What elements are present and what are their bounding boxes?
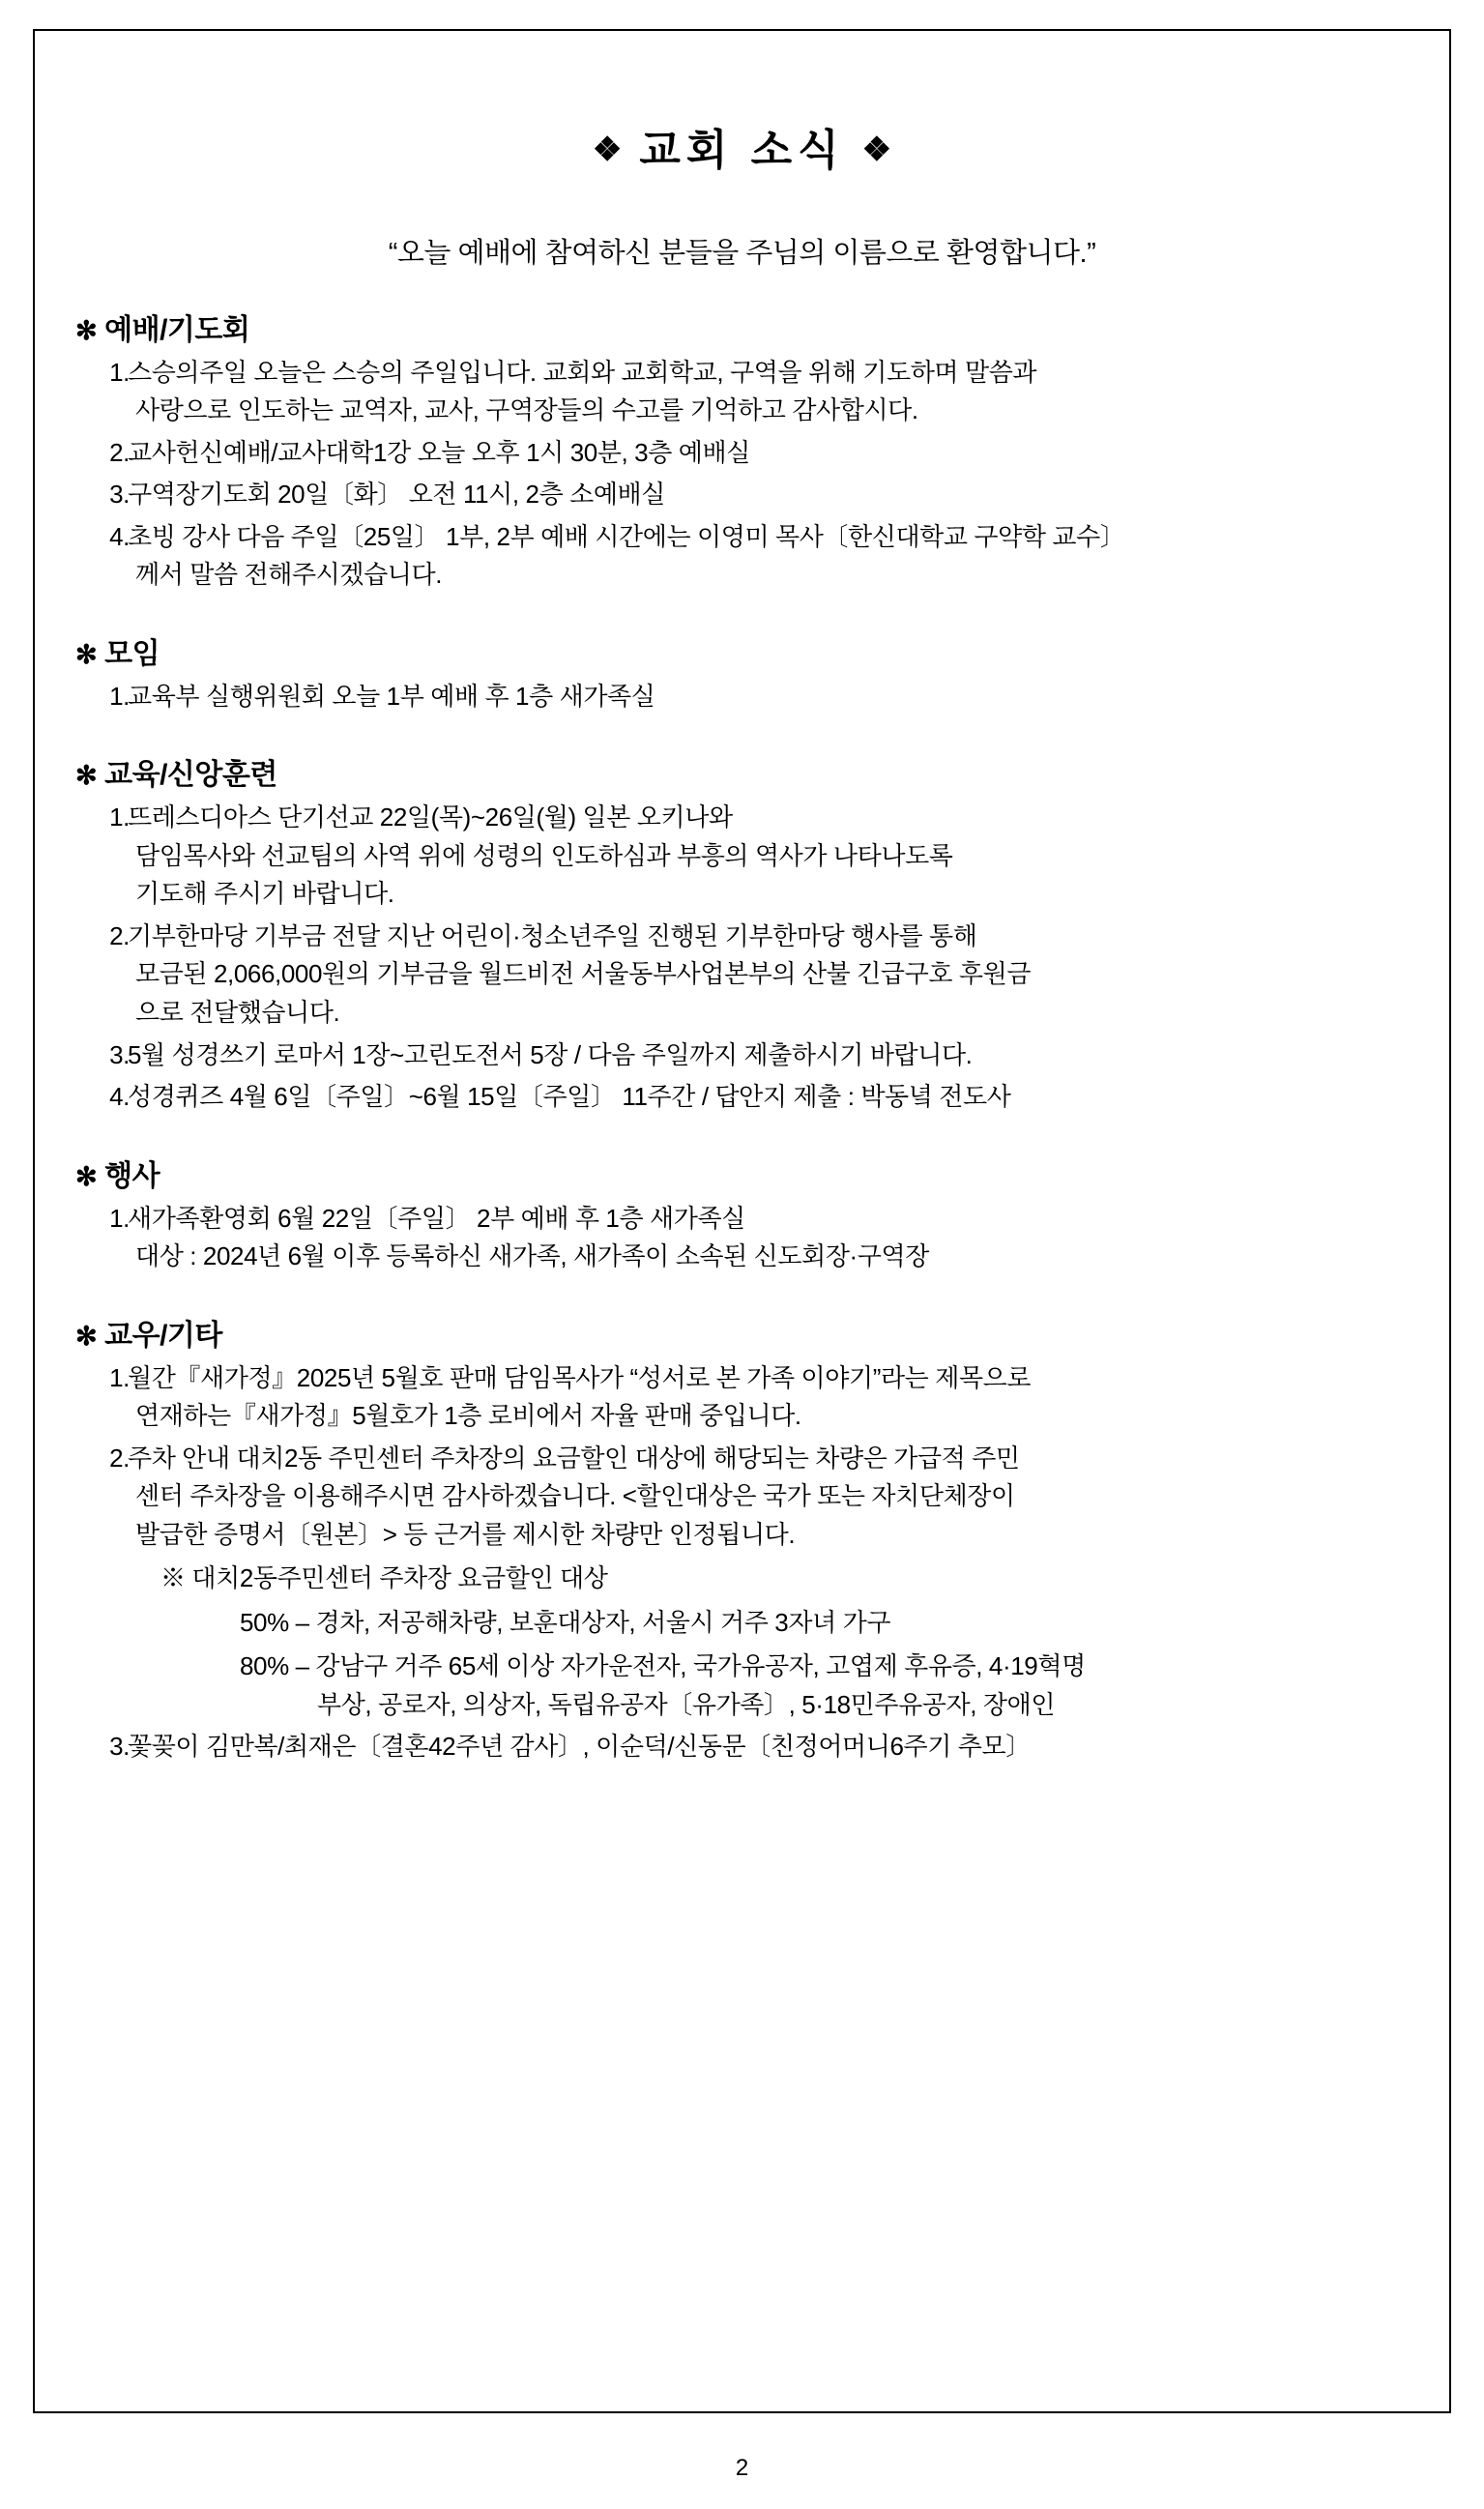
- list-item-line: 뜨레스디아스 단기선교 22일(목)~26일(월) 일본 오키나와: [128, 802, 733, 832]
- section-heading-label: 교육/신앙훈련: [104, 759, 277, 792]
- list-item-number: 1.: [109, 1203, 130, 1233]
- list-item-line: 으로 전달했습니다.: [135, 997, 340, 1027]
- list-item-line: 담임목사와 선교팀의 사역 위에 성령의 인도하심과 부흥의 역사가 나타나도록: [135, 840, 953, 870]
- list-item-line: 기도해 주시기 바랍니다.: [135, 879, 394, 909]
- discount-rate-80-continued: 부상, 공로자, 의상자, 독립유공자〔유가족〕, 5·18민주유공자, 장애인: [317, 1689, 1056, 1719]
- list-item: [75, 1359, 1409, 1436]
- section-heading: [75, 750, 1409, 793]
- list-item-number: 1.: [109, 357, 130, 387]
- list-item-line: 모금된 2,066,000원의 기부금을 월드비전 서울동부사업본부의 산불 긴급구호 후원금: [135, 959, 1032, 989]
- list-item-number: 3.: [109, 480, 130, 510]
- page-frame: [33, 29, 1451, 2413]
- list-item-line: 꽃꽂이 김만복/최재은〔결혼42주년 감사〕, 이순덕/신동문〔친정어머니6주기 추모〕: [128, 1732, 1031, 1762]
- list-item-line: 스승의주일 오늘은 스승의 주일입니다. 교회와 교회학교, 구역을 위해 기도하며 말씀과: [128, 357, 1037, 387]
- parking-discount-note: ※ 대치2동주민센터 주차장 요금할인 대상: [160, 1563, 608, 1593]
- asterisk-icon: ✻: [75, 639, 98, 669]
- section-heading: [75, 1311, 1409, 1354]
- page-title: [75, 126, 1409, 177]
- list-item: [75, 518, 1409, 595]
- list-item: [75, 476, 1409, 514]
- list-item-number: 2.: [109, 437, 130, 467]
- discount-rate-50: 50% – 경차, 저공해차량, 보훈대상자, 서울시 거주 3자녀 가구: [240, 1607, 891, 1637]
- diamond-left-icon: ❖: [592, 131, 623, 168]
- list-item-line: 대상 : 2024년 6월 이후 등록하신 새가족, 새가족이 소속된 신도회장·구역장: [135, 1241, 929, 1271]
- list-item-line: 기부한마당 기부금 전달 지난 어린이·청소년주일 진행된 기부한마당 행사를 통해: [128, 920, 977, 950]
- list-item-line: 초빙 강사 다음 주일〔25일〕 1부, 2부 예배 시간에는 이영미 목사〔한신대학교 구약학 교수〕: [128, 521, 1125, 551]
- diamond-right-icon: ❖: [861, 131, 892, 168]
- list-item: [75, 1200, 1409, 1276]
- list-item-line: 교사헌신예배/교사대학1강 오늘 오후 1시 30분, 3층 예배실: [128, 437, 750, 467]
- list-item-line: 발급한 증명서〔원본〕> 등 근거를 제시한 차량만 인정됩니다.: [135, 1519, 796, 1549]
- list-item-number: 3.: [109, 1039, 130, 1069]
- discount-rate-80: 80% – 강남구 거주 65세 이상 자가운전자, 국가유공자, 고엽제 후유증, 4·19혁명: [240, 1651, 1086, 1681]
- page-number: 2: [735, 2455, 749, 2481]
- welcome-message: “오늘 예배에 참여하신 분들을 주님의 이름으로 환영합니다.”: [388, 237, 1096, 269]
- asterisk-icon: ✻: [75, 315, 98, 345]
- section-heading-label: 교우/기타: [104, 1319, 222, 1352]
- list-item: [75, 1036, 1409, 1075]
- section-events: [75, 1152, 1409, 1276]
- section-item-list: [75, 799, 1409, 1116]
- asterisk-icon: ✻: [75, 1161, 98, 1191]
- list-item: [75, 918, 1409, 1033]
- section-item-list: [75, 354, 1409, 595]
- list-item-line: 주차 안내 대치2동 주민센터 주차장의 요금할인 대상에 해당되는 차량은 가급적 주민: [128, 1443, 1020, 1473]
- list-item-number: 2.: [109, 920, 130, 950]
- list-item-line: 연재하는『새가정』5월호가 1층 로비에서 자율 판매 중입니다.: [135, 1401, 801, 1431]
- section-heading-label: 행사: [104, 1159, 160, 1192]
- section-item-list: [75, 678, 1409, 716]
- list-item: [75, 1078, 1409, 1117]
- list-item-number: 1.: [109, 681, 130, 711]
- list-item-line: 월간『새가정』2025년 5월호 판매 담임목사가 “성서로 본 가족 이야기”라는 제목으로: [128, 1362, 1032, 1392]
- section-worship: [75, 306, 1409, 595]
- section-heading: [75, 629, 1409, 672]
- asterisk-icon: ✻: [75, 1321, 98, 1351]
- list-item-number: 4.: [109, 521, 130, 551]
- section-heading-label: 모임: [104, 637, 160, 670]
- asterisk-icon: ✻: [75, 761, 98, 791]
- section-education: [75, 750, 1409, 1116]
- list-item-number: 1.: [109, 802, 130, 832]
- page-title-text: 교회 소식: [639, 127, 845, 174]
- list-item-number: 2.: [109, 1443, 130, 1473]
- list-item-line: 교육부 실행위원회 오늘 1부 예배 후 1층 새가족실: [128, 681, 655, 711]
- list-item: [75, 799, 1409, 914]
- list-item: [75, 1728, 1409, 1766]
- list-item-line: 성경퀴즈 4월 6일〔주일〕~6월 15일〔주일〕 11주간 / 답안지 제출 : 박동녘 전도사: [128, 1082, 1011, 1112]
- section-item-list: [75, 1359, 1409, 1766]
- list-item-line: 께서 말씀 전해주시겠습니다.: [135, 560, 443, 590]
- list-item-line: 사랑으로 인도하는 교역자, 교사, 구역장들의 수고를 기억하고 감사합시다.: [135, 395, 918, 425]
- section-heading-label: 예배/기도회: [104, 313, 250, 346]
- list-item-line: 5월 성경쓰기 로마서 1장~고린도전서 5장 / 다음 주일까지 제출하시기 바랍니다.: [128, 1039, 973, 1069]
- list-item-number: 1.: [109, 1362, 130, 1392]
- list-item: [75, 434, 1409, 473]
- list-item-line: 센터 주차장을 이용해주시면 감사하겠습니다. <할인대상은 국가 또는 자치단체장이: [135, 1481, 1015, 1511]
- list-item-number: 4.: [109, 1082, 130, 1112]
- list-item-number: 3.: [109, 1732, 130, 1762]
- list-item-line: 구역장기도회 20일〔화〕 오전 11시, 2층 소예배실: [128, 480, 665, 510]
- section-members-other: [75, 1311, 1409, 1766]
- section-meetings: [75, 629, 1409, 716]
- section-item-list: [75, 1200, 1409, 1276]
- list-item: [75, 354, 1409, 430]
- section-heading: [75, 1152, 1409, 1194]
- section-heading: [75, 306, 1409, 348]
- list-item: [75, 1440, 1409, 1725]
- list-item: [75, 678, 1409, 716]
- list-item-line: 새가족환영회 6월 22일〔주일〕 2부 예배 후 1층 새가족실: [128, 1203, 745, 1233]
